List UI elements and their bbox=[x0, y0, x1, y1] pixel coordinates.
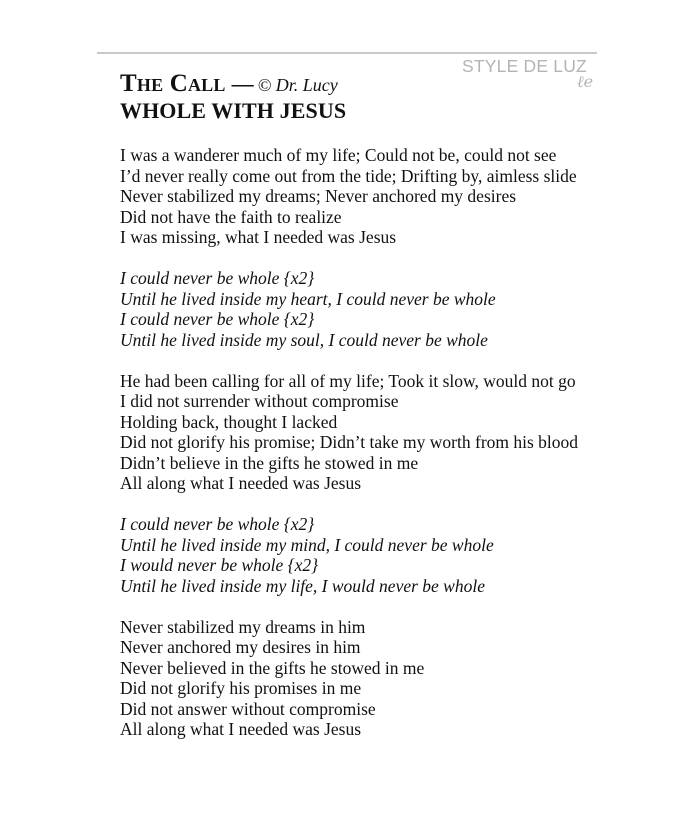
lyric-line: He had been calling for all of my life; Took it slow, would not go bbox=[120, 370, 576, 391]
lyric-line: Never stabilized my dreams in him bbox=[120, 616, 366, 637]
lyric-line: I’d never really come out from the tide; Drifting by, aimless slide bbox=[120, 165, 577, 186]
lyric-line: I could never be whole {x2} bbox=[120, 268, 315, 288]
lyric-line: Did not glorify his promises in me bbox=[120, 678, 362, 698]
lyric-line: Did not glorify his promise; Didn’t take my worth from his blood bbox=[120, 432, 579, 452]
song-title-line bbox=[120, 71, 338, 96]
lyric-line: Until he lived inside my life, I would never be whole bbox=[120, 575, 485, 596]
brand-logo-text: STYLE DE LUZ bbox=[462, 56, 587, 76]
verse-2 bbox=[120, 371, 640, 494]
lyric-line: Never anchored my desires in him bbox=[120, 637, 361, 657]
lyric-line: All along what I needed was Jesus bbox=[120, 473, 362, 493]
chorus-1 bbox=[120, 268, 640, 350]
lyric-line: Holding back, thought I lacked bbox=[120, 411, 338, 432]
lyric-line: I could never be whole {x2} bbox=[120, 309, 315, 329]
verse-1 bbox=[120, 145, 640, 248]
lyric-line: I would never be whole {x2} bbox=[120, 555, 319, 575]
lyric-line: I was a wanderer much of my life; Could not be, could not see bbox=[120, 145, 557, 165]
lyric-line: I did not surrender without compromise bbox=[120, 391, 399, 411]
lyric-line: I could never be whole {x2} bbox=[120, 514, 315, 534]
lyric-line: Did not have the faith to realize bbox=[120, 206, 342, 227]
lyric-line: Never believed in the gifts he stowed in me bbox=[120, 657, 425, 678]
lyric-line: Didn’t believe in the gifts he stowed in me bbox=[120, 452, 419, 473]
lyric-line: Never stabilized my dreams; Never anchored my desires bbox=[120, 186, 517, 206]
song-author: © Dr. Lucy bbox=[257, 75, 338, 95]
lyric-line: All along what I needed was Jesus bbox=[120, 719, 362, 739]
lyrics-body bbox=[120, 145, 640, 760]
lyric-line: Until he lived inside my mind, I could never be whole bbox=[120, 534, 494, 555]
brand-logo-mark-icon: ℓe bbox=[577, 72, 594, 91]
chorus-2 bbox=[120, 514, 640, 596]
song-title: The Call bbox=[120, 70, 226, 97]
title-dash: — bbox=[231, 71, 254, 96]
top-rule-divider bbox=[97, 52, 597, 54]
song-subtitle: WHOLE WITH JESUS bbox=[120, 98, 347, 123]
lyric-line: Did not answer without compromise bbox=[120, 698, 376, 719]
lyric-line: Until he lived inside my heart, I could never be whole bbox=[120, 288, 496, 309]
lyric-line: Until he lived inside my soul, I could never be whole bbox=[120, 329, 488, 350]
lyric-line: I was missing, what I needed was Jesus bbox=[120, 227, 397, 247]
bridge bbox=[120, 617, 640, 740]
